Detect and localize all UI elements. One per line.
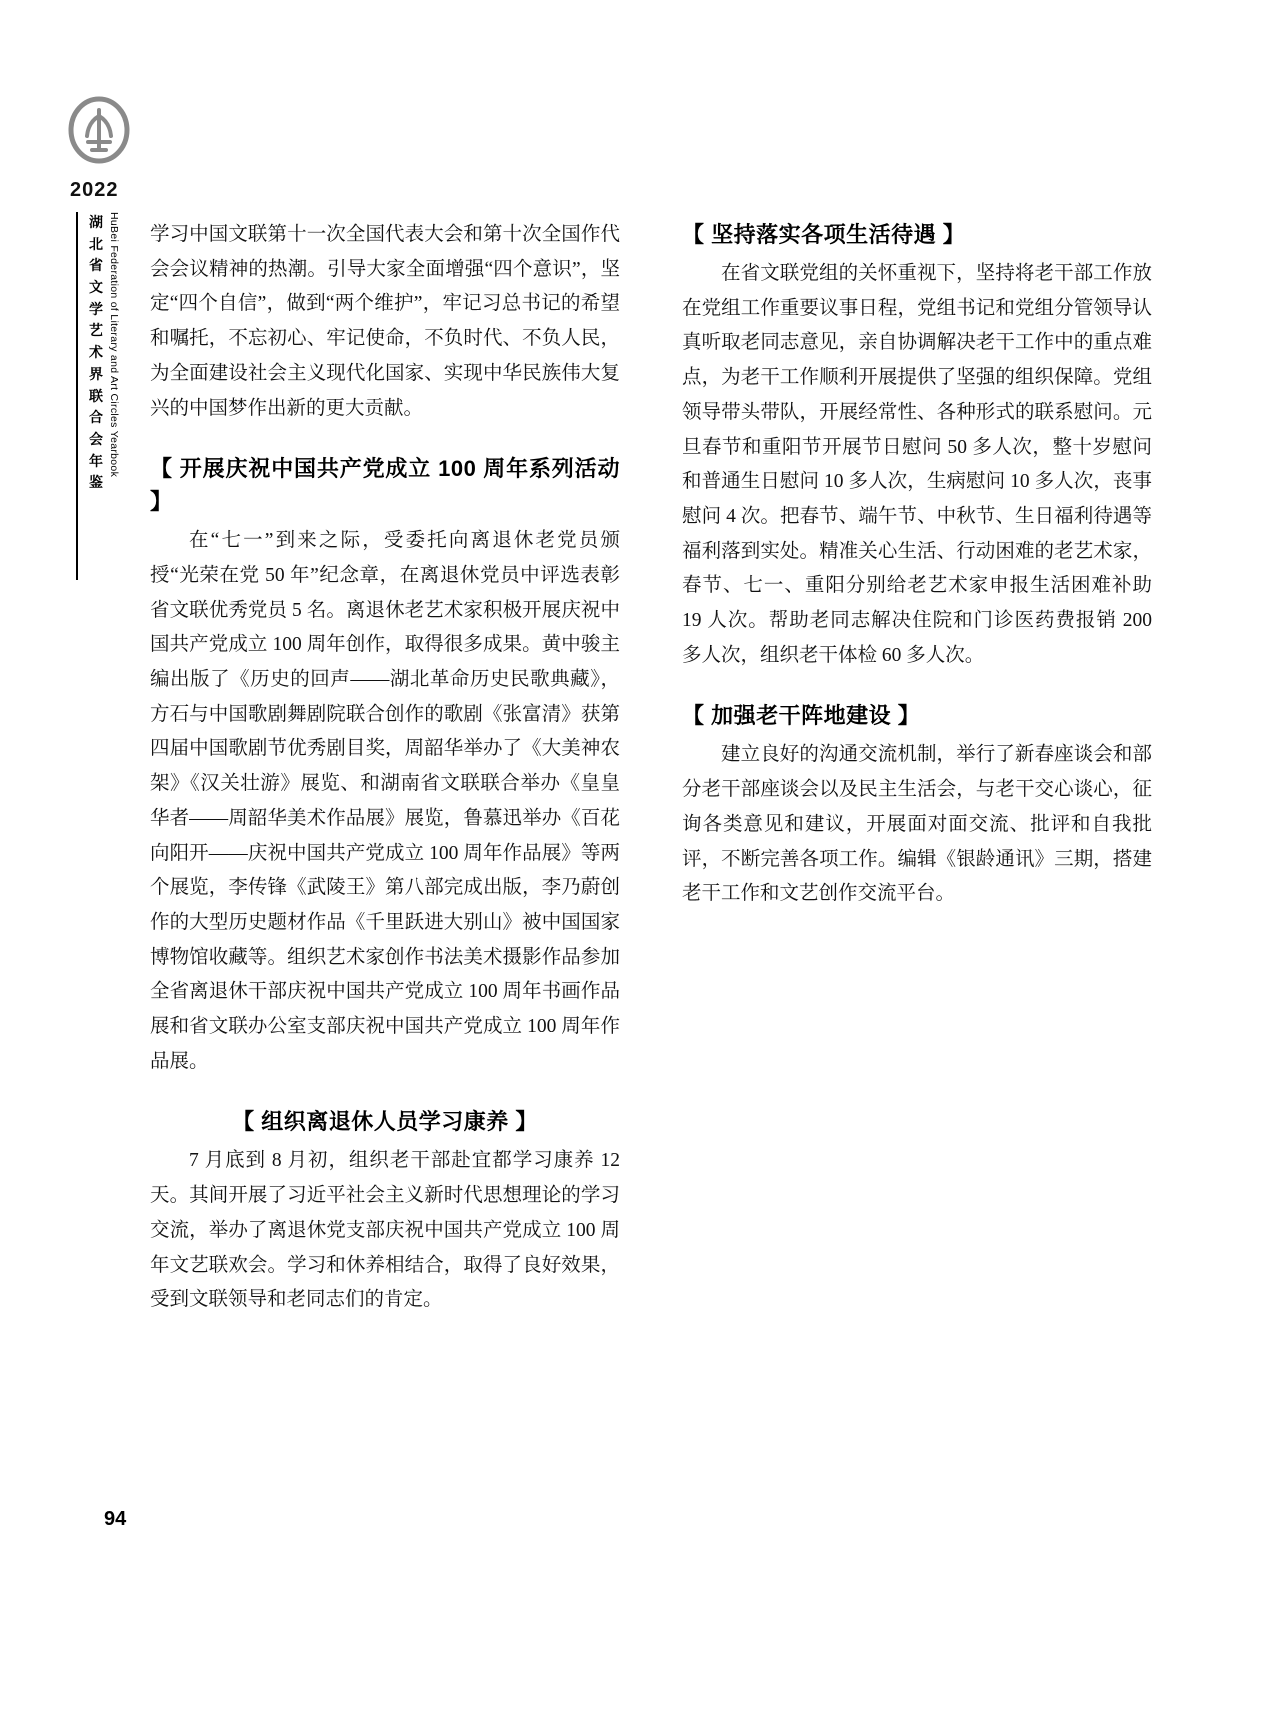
institution-emblem-icon [68, 96, 130, 172]
section-heading: 【 组织离退休人员学习康养 】 [232, 1109, 538, 1135]
sidebar-title-en: HuBei Federation of Literary and Art Circles Yearbook [108, 212, 120, 478]
sidebar-branding-strip [76, 212, 124, 580]
section-heading: 【 加强老干阵地建设 】 [682, 703, 921, 729]
brand-year: 2022 [70, 179, 119, 201]
paragraph: 建立良好的沟通交流机制，举行了新春座谈会和部分老干部座谈会以及民主生活会，与老干交心谈心，征询各类意见和建议，开展面对面交流、批评和自我批评，不断完善各项工作。编辑《银龄通讯》三期，搭建老干工作和文艺创作交流平台。 [682, 744, 1152, 905]
paragraph: 学习中国文联第十一次全国代表大会和第十次全国作代会会议精神的热潮。引导大家全面增强“四个意识”，坚定“四个自信”，做到“两个维护”，牢记习总书记的希望和嘱托，不忘初心、牢记使命，不负时代、不负人民，为全面建设社会主义现代化国家、实现中华民族伟大复兴的中国梦作出新的更大贡献。 [150, 224, 620, 419]
paragraph: 7 月底到 8 月初，组织老干部赴宜都学习康养 12 天。其间开展了习近平社会主义新时代思想理论的学习交流，举办了离退休党支部庆祝中国共产党成立 100 周年文艺联欢会。学习和休养相结合，取得了良好效果，受到文联领导和老同志们的肯定。 [150, 1150, 620, 1311]
left-text-column [150, 218, 620, 1318]
section-heading: 【 坚持落实各项生活待遇 】 [682, 222, 966, 247]
paragraph: 在省文联党组的关怀重视下，坚持将老干部工作放在党组工作重要议事日程，党组书记和党组分管领导认真听取老同志意见，亲自协调解决老干工作中的重点难点，为老干工作顺利开展提供了坚强的组织保障。党组领导带头带队，开展经常性、各种形式的联系慰问。元旦春节和重阳节开展节日慰问 50 多人次，整十岁慰问和普通生日慰问 10 多人次，生病慰问 10 多人次，丧事慰问 4 次。把春节、端午节、中秋节、生日福利待遇等福利落到实处。精准关心生活、行动困难的老艺术家，春节、七一、重阳分别给老艺术家申报生活困难补助 19 人次。帮助老同志解决住院和门诊医药费报销 200 多人次，组织老干体检 60 多人次。 [682, 263, 1152, 666]
brand-block [68, 96, 140, 202]
right-text-column [682, 218, 1152, 912]
paragraph: 在“七一”到来之际，受委托向离退休老党员颁授“光荣在党 50 年”纪念章，在离退休党员中评选表彰省文联优秀党员 5 名。离退休老艺术家积极开展庆祝中国共产党成立 100 周年创作，取得很多成果。黄中骏主编出版了《历史的回声——湖北革命历史民歌典藏》，方石与中国歌剧舞剧院联合创作的歌剧《张富清》获第四届中国歌剧节优秀剧目奖，周韶华举办了《大美神农架》《汉关壮游》展览、和湖南省文联联合举办《皇皇华者——周韶华美术作品展》展览，鲁慕迅举办《百花向阳开——庆祝中国共产党成立 100 周年作品展》等两个展览，李传锋《武陵王》第八部完成出版，李乃蔚创作的大型历史题材作品《千里跃进大别山》被中国国家博物馆收藏等。组织艺术家创作书法美术摄影作品参加全省离退休干部庆祝中国共产党成立 100 周年书画作品展和省文联办公室支部庆祝中国共产党成立 100 周年作品展。 [150, 530, 620, 1072]
page-number: 94 [104, 1508, 127, 1530]
sidebar-title-cn: 湖北省文学艺术界联合会年鉴 [89, 214, 103, 491]
section-heading: 【 开展庆祝中国共产党成立 100 周年系列活动 】 [150, 456, 620, 515]
